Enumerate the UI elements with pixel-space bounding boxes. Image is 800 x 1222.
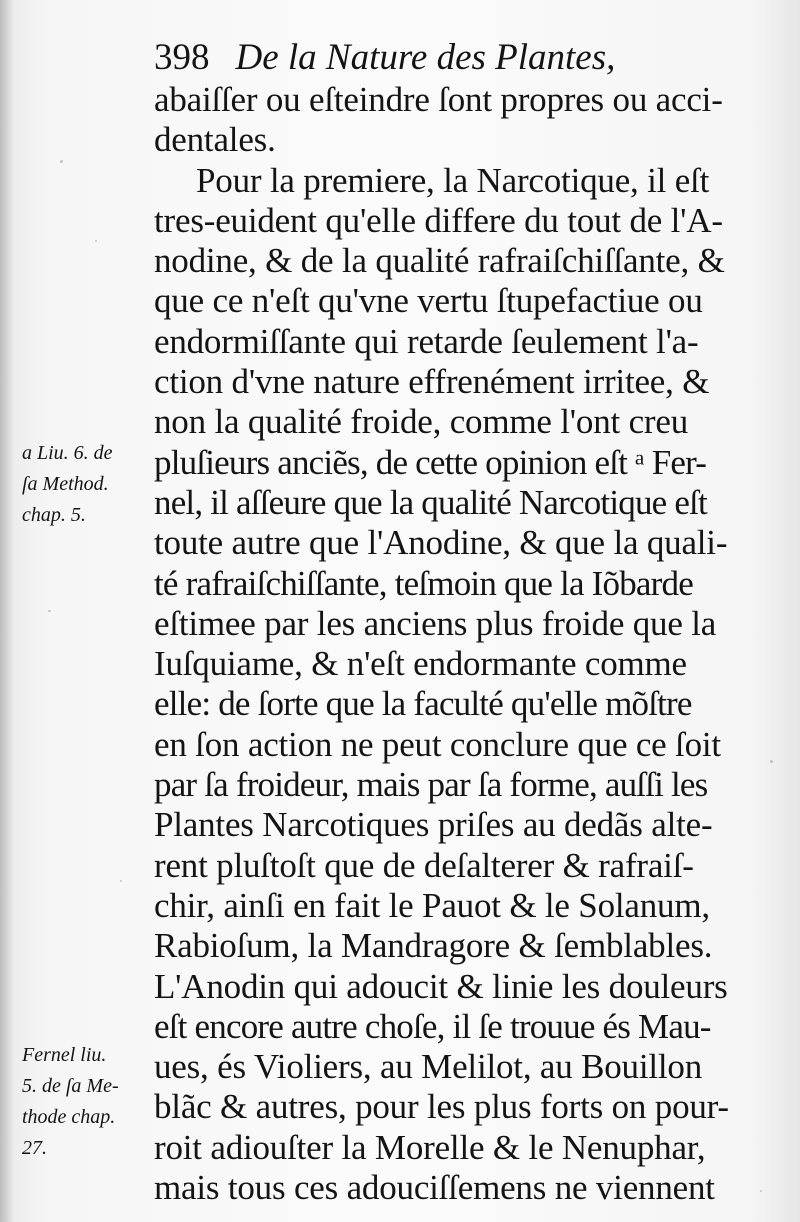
paper-speck	[120, 880, 122, 882]
gutter-shadow	[0, 0, 14, 1222]
text-line: blãc & autres, pour les plus forts on pour-	[154, 1087, 729, 1127]
text-line: Rabioſum, la Mandragore & ſemblables.	[154, 926, 713, 966]
marginal-note-fernel	[22, 1040, 152, 1164]
marginal-note-line: thode chap.	[22, 1106, 116, 1128]
text-line: rent pluſtoſt que de deſalterer & rafraiſ-	[154, 845, 694, 885]
marginal-note-line: 5. de ſa Me-	[22, 1075, 119, 1097]
text-line: que ce n'eſt qu'vne vertu ſtupefactiue ou	[154, 281, 703, 321]
marginal-note-line: 27.	[22, 1137, 47, 1159]
paper-speck	[60, 160, 63, 163]
text-line: té rafraiſchiſſante, teſmoin que la Iõbarde	[154, 563, 693, 603]
text-line: nodine, & de la qualité rafraiſchiſſante, &	[154, 241, 725, 281]
text-line: roit adiouſter la Morelle & le Nenuphar,	[154, 1127, 706, 1167]
text-line: eſtimee par les anciens plus froide que la	[154, 603, 717, 643]
marginal-note-line: ſa Method.	[22, 473, 109, 495]
text-line: elle: de ſorte que la faculté qu'elle mõſtre	[154, 684, 692, 724]
running-title: De la Nature des Plantes,	[235, 37, 616, 78]
page-number: 398	[154, 37, 210, 78]
marginal-note-line: Fernel liu.	[22, 1044, 107, 1066]
paper-speck	[770, 760, 773, 763]
text-line: toute autre que l'Anodine, & que la quali-	[154, 523, 728, 563]
text-line: nel, il aſſeure que la qualité Narcotique eſt	[154, 482, 707, 522]
text-line: tres-euident qu'elle differe du tout de l'A-	[154, 200, 723, 240]
text-line: endormiſſante qui retarde ſeulement l'a-	[154, 321, 699, 361]
text-line: Iuſquiame, & n'eſt endormante comme	[154, 644, 687, 684]
text-line: dentales.	[154, 120, 276, 160]
text-line: en ſon action ne peut conclure que ce ſoit	[154, 724, 721, 764]
main-text-block	[154, 80, 744, 1208]
text-line: chir, ainſi en fait le Pauot & le Solanum,	[154, 885, 710, 925]
text-line: non la qualité froide, comme l'ont creu	[154, 402, 689, 442]
text-line: Plantes Narcotiques priſes au dedãs alte-	[154, 805, 713, 845]
text-line: ction d'vne nature effrenément irritee, &	[154, 362, 710, 402]
text-line: ues, és Violiers, au Melilot, au Bouillon	[154, 1047, 703, 1087]
paper-speck	[48, 610, 51, 612]
marginal-note-a	[22, 438, 152, 531]
text-line: pluſieurs anciẽs, de cette opinion eſt ᵃ Fer-	[154, 442, 707, 482]
marginal-note-line: a Liu. 6. de	[22, 442, 113, 464]
text-line: mais tous ces adouciſſemens ne viennent	[154, 1168, 715, 1208]
paper-speck	[760, 1190, 762, 1192]
text-line: L'Anodin qui adoucit & linie les douleurs	[154, 966, 728, 1006]
marginal-note-line: chap. 5.	[22, 504, 86, 526]
paper-speck	[95, 240, 97, 242]
paragraph-start-line: Pour la premiere, la Narcotique, il eſt	[196, 160, 710, 200]
text-line: eſt encore autre choſe, il ſe trouue és Mau-	[154, 1006, 711, 1046]
text-line: abaiſſer ou eſteindre ſont propres ou acci-	[154, 80, 723, 119]
text-line: par ſa froideur, mais par ſa forme, auſſi les	[154, 765, 708, 805]
running-header	[154, 36, 615, 80]
